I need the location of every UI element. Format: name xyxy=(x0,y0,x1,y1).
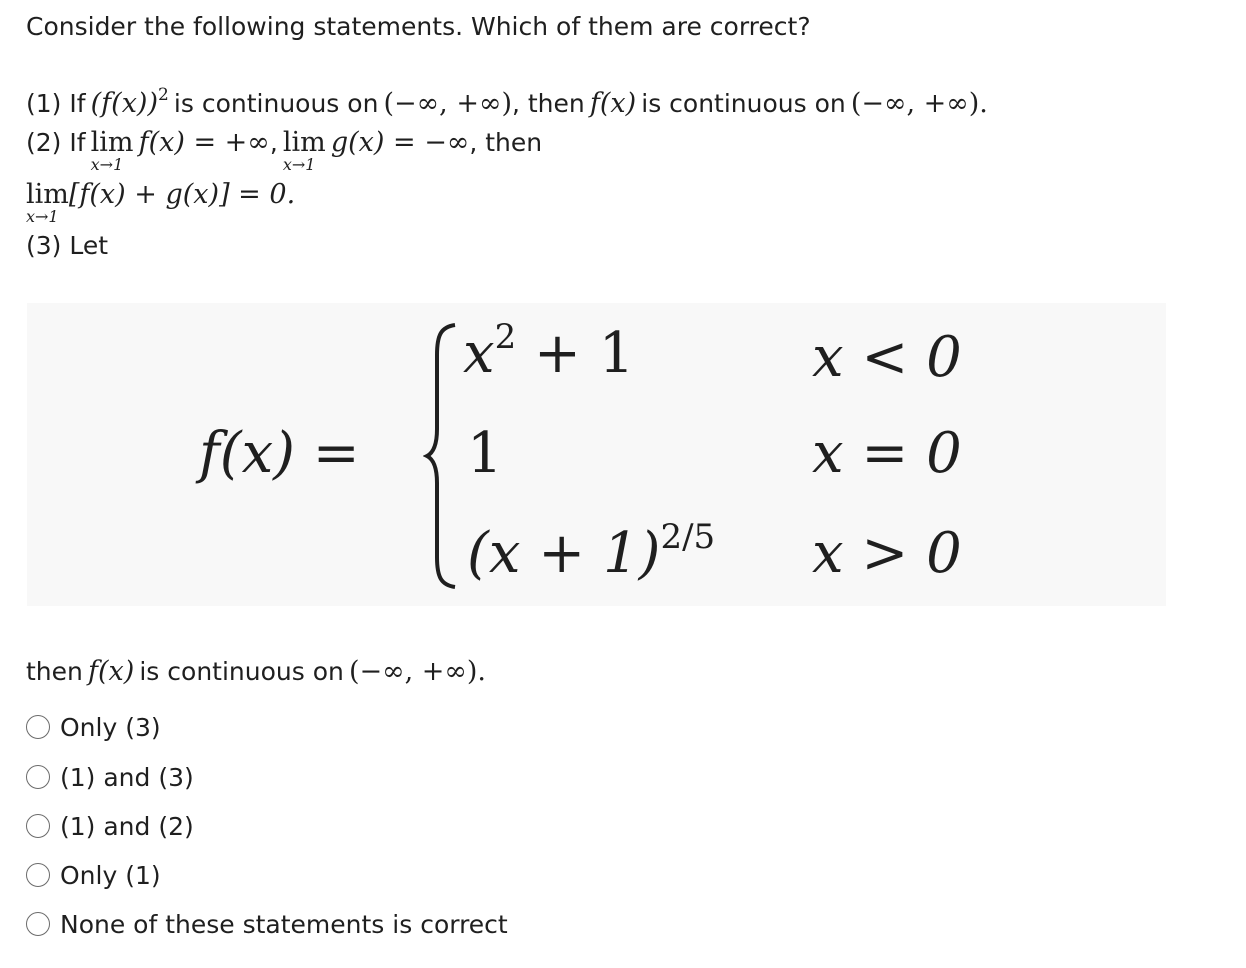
statement-3-let: (3) Let xyxy=(26,231,109,260)
limit-1-op: lim xyxy=(90,127,134,158)
case-1-condition: x < 0 xyxy=(812,325,962,390)
radio-button[interactable] xyxy=(26,863,50,887)
statement-2-then: , then xyxy=(469,128,543,157)
option-only-3[interactable] xyxy=(26,710,161,744)
piecewise-lhs: f(x) = xyxy=(199,421,360,486)
statement-3-then: then xyxy=(26,657,83,686)
radio-button[interactable] xyxy=(26,765,50,789)
limit-2 xyxy=(282,127,326,174)
radio-button[interactable] xyxy=(26,715,50,739)
option-1-and-3[interactable] xyxy=(26,760,194,794)
limit-3-expression: [f(x) + g(x)] = 0. xyxy=(68,179,296,210)
case-3-condition: x > 0 xyxy=(812,521,962,586)
case-3-value xyxy=(467,517,716,586)
statement-3-fx: f(x) xyxy=(87,656,135,687)
statement-3-interval: (−∞, +∞). xyxy=(348,656,486,687)
statement-1-interval-1: (−∞, +∞) xyxy=(383,88,512,119)
radio-button[interactable] xyxy=(26,912,50,936)
case-1-sup: 2 xyxy=(494,317,517,357)
case-3-expr: (x + 1) xyxy=(467,521,661,586)
statement-1-text-2: is continuous on xyxy=(641,89,846,118)
statement-1-then: , then xyxy=(511,89,585,118)
case-1-value xyxy=(463,317,635,386)
option-only-1[interactable] xyxy=(26,858,161,892)
left-brace xyxy=(423,321,463,591)
statement-2-conclusion xyxy=(26,179,296,226)
option-label: Only (1) xyxy=(60,860,161,890)
limit-3-subscript: x→1 xyxy=(26,207,59,226)
case-3-sup: 2/5 xyxy=(660,517,716,557)
limit-2-op: lim xyxy=(282,127,326,158)
limit-1 xyxy=(90,127,134,174)
question-prompt: Consider the following statements. Which of them are correct? xyxy=(26,12,811,41)
radio-button[interactable] xyxy=(26,814,50,838)
statement-1-square: 2 xyxy=(158,85,169,105)
limit-3 xyxy=(26,179,69,226)
option-label: (1) and (2) xyxy=(60,811,194,841)
statement-2-comma: , xyxy=(269,128,278,157)
option-label: None of these statements is correct xyxy=(60,909,508,939)
case-2-condition: x = 0 xyxy=(812,421,962,486)
statement-1-number: (1) If xyxy=(26,89,86,118)
statement-3-conclusion xyxy=(26,656,486,687)
limit-2-expression: g(x) = −∞ xyxy=(330,127,470,158)
limit-2-subscript: x→1 xyxy=(282,155,316,174)
statement-2-number: (2) If xyxy=(26,128,86,157)
statement-1-interval-2: (−∞, +∞). xyxy=(850,88,988,119)
case-2-value: 1 xyxy=(467,421,503,486)
case-1-expr: x xyxy=(463,321,495,386)
limit-3-op: lim xyxy=(26,179,69,210)
statement-1-fx: f(x) xyxy=(589,88,637,119)
option-1-and-2[interactable] xyxy=(26,809,194,843)
statement-3-text: is continuous on xyxy=(139,657,344,686)
option-label: Only (3) xyxy=(60,712,161,742)
piecewise-function xyxy=(27,303,1166,606)
statement-1-text: is continuous on xyxy=(173,89,379,118)
statement-2 xyxy=(26,127,543,174)
option-label: (1) and (3) xyxy=(60,762,194,792)
statement-1-fsquared: (f(x)) xyxy=(90,88,158,119)
case-1-rest: + 1 xyxy=(516,321,635,386)
statement-1 xyxy=(26,85,988,119)
limit-1-subscript: x→1 xyxy=(90,155,124,174)
option-none-correct[interactable] xyxy=(26,907,508,941)
limit-1-expression: f(x) = +∞ xyxy=(138,127,270,158)
